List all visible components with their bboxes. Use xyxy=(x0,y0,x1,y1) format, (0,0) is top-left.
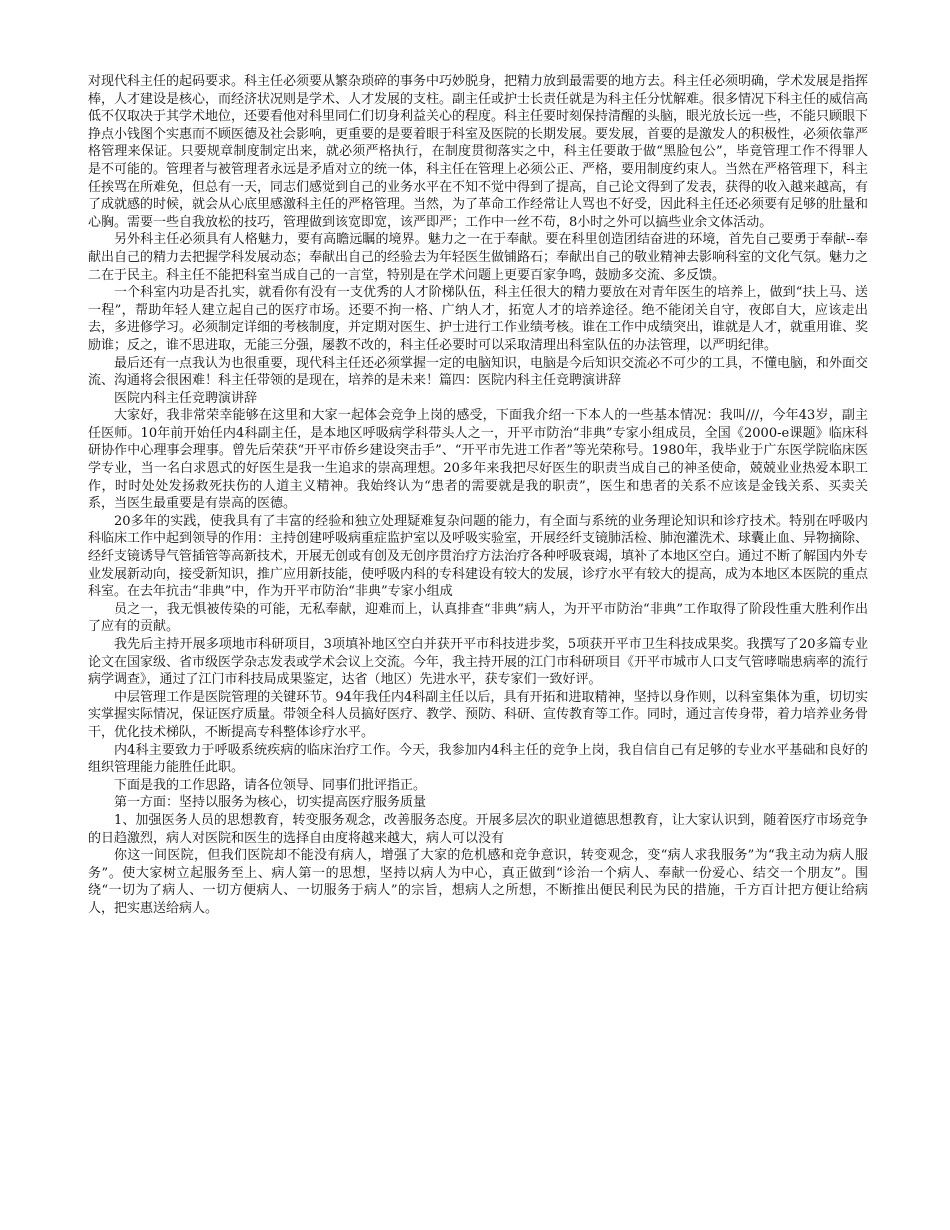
paragraph: 内4科主要致力于呼吸系统疾病的临床治疗工作。今天，我参加内4科主任的竞争上岗，我自信自己有足够的专业水平基础和良好的组织管理能力能胜任此职。 xyxy=(88,742,868,776)
paragraph: 下面是我的工作思路，请各位领导、同事们批评指正。 xyxy=(114,777,427,793)
paragraph: 1、加强医务人员的思想教育，转变服务观念，改善服务态度。开展多层次的职业道德思想教育，让大家认识到，随着医疗市场竞争的日趋激烈，病人对医院和医生的选择自由度将越来越大，病人可以没有 xyxy=(88,812,868,846)
paragraph: 大家好，我非常荣幸能够在这里和大家一起体会竞争上岗的感受，下面我介绍一下本人的一些基本情况：我叫///，今年43岁，副主任医师。10年前开始任内4科副主任，是本地区呼吸病学科带头人之一，开平市防治“非典”专家小组成员，全国《2000-e课题》临床科研协作中心理事会理事。曾先后荣获“开平市侨乡建设突击手”、“开平市先进工作者”等光荣称号。1980年，我毕业于广东医学院临床医学专业，当一名白求恩式的好医生是我一生追求的崇高理想。20多年来我把尽好医生的职责当成自己的神圣使命，兢兢业业热爱本职工作，时时处处发扬救死扶伤的人道主义精神。我始终认为“患者的需要就是我的职责”，医生和患者的关系不应该是金钱关系、买卖关系，当医生最重要是有崇高的医德。 xyxy=(88,408,868,512)
section-heading: 第一方面：坚持以服务为核心，切实提高医疗服务质量 xyxy=(114,795,427,811)
paragraph: 我先后主持开展多项地市科研项目，3项填补地区空白并获开平市科技进步奖，5项获开平市卫生科技成果奖。我撰写了20多篇专业论文在国家级、省市级医学杂志发表或学术会议上交流。今年，我主持开展的江门市科研项目《开平市城市人口支气管哮喘患病率的流行病学调查》，通过了江门市科技局成果鉴定，达省（地区）先进水平，获专家们一致好评。 xyxy=(88,637,869,688)
section-heading: 医院内科主任竞聘演讲辞 xyxy=(114,390,258,406)
paragraph: 对现代科主任的起码要求。科主任必须要从繁杂琐碎的事务中巧妙脱身，把精力放到最需要的地方去。科主任必须明确，学术发展是指挥棒，人才建设是核心，而经济状况则是学术、人才发展的支柱。副主任或护士长责任就是为科主任分忧解难。很多情况下科主任的威信高低不仅取决于其学术地位，还要看他对科里同仁们切身利益关心的程度。科主任要时刻保持清醒的头脑，眼光放长远一些，不能只顾眼下挣点小钱图个实惠而不顾医德及社会影响，更重要的是要着眼于科室及医院的长期发展。要发展，首要的是激发人的积极性，必须依靠严格管理来保证。只要规章制度制定出来，就必须严格执行，在制度贯彻落实之中，科主任要敢于做“黑脸包公”，毕竟管理工作不得罪人是不可能的。管理者与被管理者永远是矛盾对立的统一体，科主任在管理上必须公正、严格，要用制度约束人。当然在严格管理下，科主任挨骂在所难免，但总有一天，同志们感觉到自己的业务水平在不知不觉中得到了提高，自己论文得到了发表，获得的收入越来越高，有了成就感的时候，就会从心底里感激科主任的严格管理。当然，为了革命工作经常让人骂也不好受，因此科主任还必须要有足够的肚量和心胸。需要一些自我放松的技巧，管理做到该宽即宽，该严即严；工作中一丝不苟，8小时之外可以搞些业余文体活动。 xyxy=(88,74,869,230)
document-page xyxy=(88,73,868,918)
paragraph: 一个科室内功是否扎实，就看你有没有一支优秀的人才阶梯队伍，科主任很大的精力要放在对青年医生的培养上，做到“扶上马、送一程”，帮助年轻人建立起自己的医疗市场。还要不拘一格、广纳人才，拓宽人才的培养途径。绝不能闭关自守，夜郎自大，应该走出去，多进修学习。必须制定详细的考核制度，并定期对医生、护士进行工作业绩考核。谁在工作中成绩突出，谁就是人才，就重用谁、奖励谁；反之，谁不思进取，无能三分强，屡教不改的，科主任必要时可以采取清理出科室队伍的办法管理，以严明纪律。 xyxy=(88,285,869,353)
paragraph: 最后还有一点我认为也很重要，现代科主任还必须掌握一定的电脑知识，电脑是今后知识交流必不可少的工具，不懂电脑，和外面交流、沟通将会很困难！科主任带领的是现在，培养的是未来！篇四：医院内科主任竞聘演讲辞 xyxy=(88,355,869,389)
paragraph: 另外科主任必须具有人格魅力，要有高瞻远瞩的境界。魅力之一在于奉献。要在科里创造团结奋进的环境，首先自己要勇于奉献--奉献出自己的精力去把握学科发展动态；奉献出自己的经验去为年轻医生做铺路石；奉献出自己的敬业精神去影响科室的文化气氛。魅力之二在于民主。科主任不能把科室当成自己的一言堂，特别是在学术问题上更要百家争鸣，鼓励多交流、多反馈。 xyxy=(88,232,869,283)
paragraph: 你这一间医院，但我们医院却不能没有病人，增强了大家的危机感和竞争意识，转变观念，变“病人求我服务”为“我主动为病人服务”。使大家树立起服务至上、病人第一的思想，坚持以病人为中心，真正做到“诊治一个病人、奉献一份爱心、结交一个朋友”。围绕“一切为了病人、一切方便病人、一切服务于病人”的宗旨，想病人之所想，不断推出便民利民为民的措施，千方百计把方便让给病人，把实惠送给病人。 xyxy=(88,848,868,916)
paragraph: 20多年的实践，使我具有了丰富的经验和独立处理疑难复杂问题的能力，有全面与系统的业务理论知识和诊疗技术。特别在呼吸内科临床工作中起到领导的作用：主持创建呼吸病重症监护室以及呼吸实验室，开展经纤支镜肺活检、肺泡灌洗术、球囊止血、异物摘除、经纤支镜诱导气管插管等高新技术，开展无创或有创及无创序贯治疗方法治疗各种呼吸衰竭，填补了本地区空白。通过不断了解国内外专业发展新动向，接受新知识，推广应用新技能，使呼吸内科的专科建设有较大的发展，诊疗水平有较大的提高，成为本地区本医院的重点科室。在去年抗击“非典”中，作为开平市防治“非典”专家小组成 xyxy=(88,513,869,600)
paragraph: 中层管理工作是医院管理的关键环节。94年我任内4科副主任以后，具有开拓和进取精神，坚持以身作则，以科室集体为重，切切实实掌握实际情况，保证医疗质量。带领全科人员搞好医疗、教学、预防、科研、宣传教育等工作。同时，通过言传身带，着力培养业务骨干，优化技术梯队，不断提高专科整体诊疗水平。 xyxy=(88,689,869,740)
paragraph: 员之一，我无惧被传染的可能，无私奉献，迎难而上，认真排查“非典”病人，为开平市防治“非典”工作取得了阶段性重大胜利作出了应有的贡献。 xyxy=(88,601,868,635)
